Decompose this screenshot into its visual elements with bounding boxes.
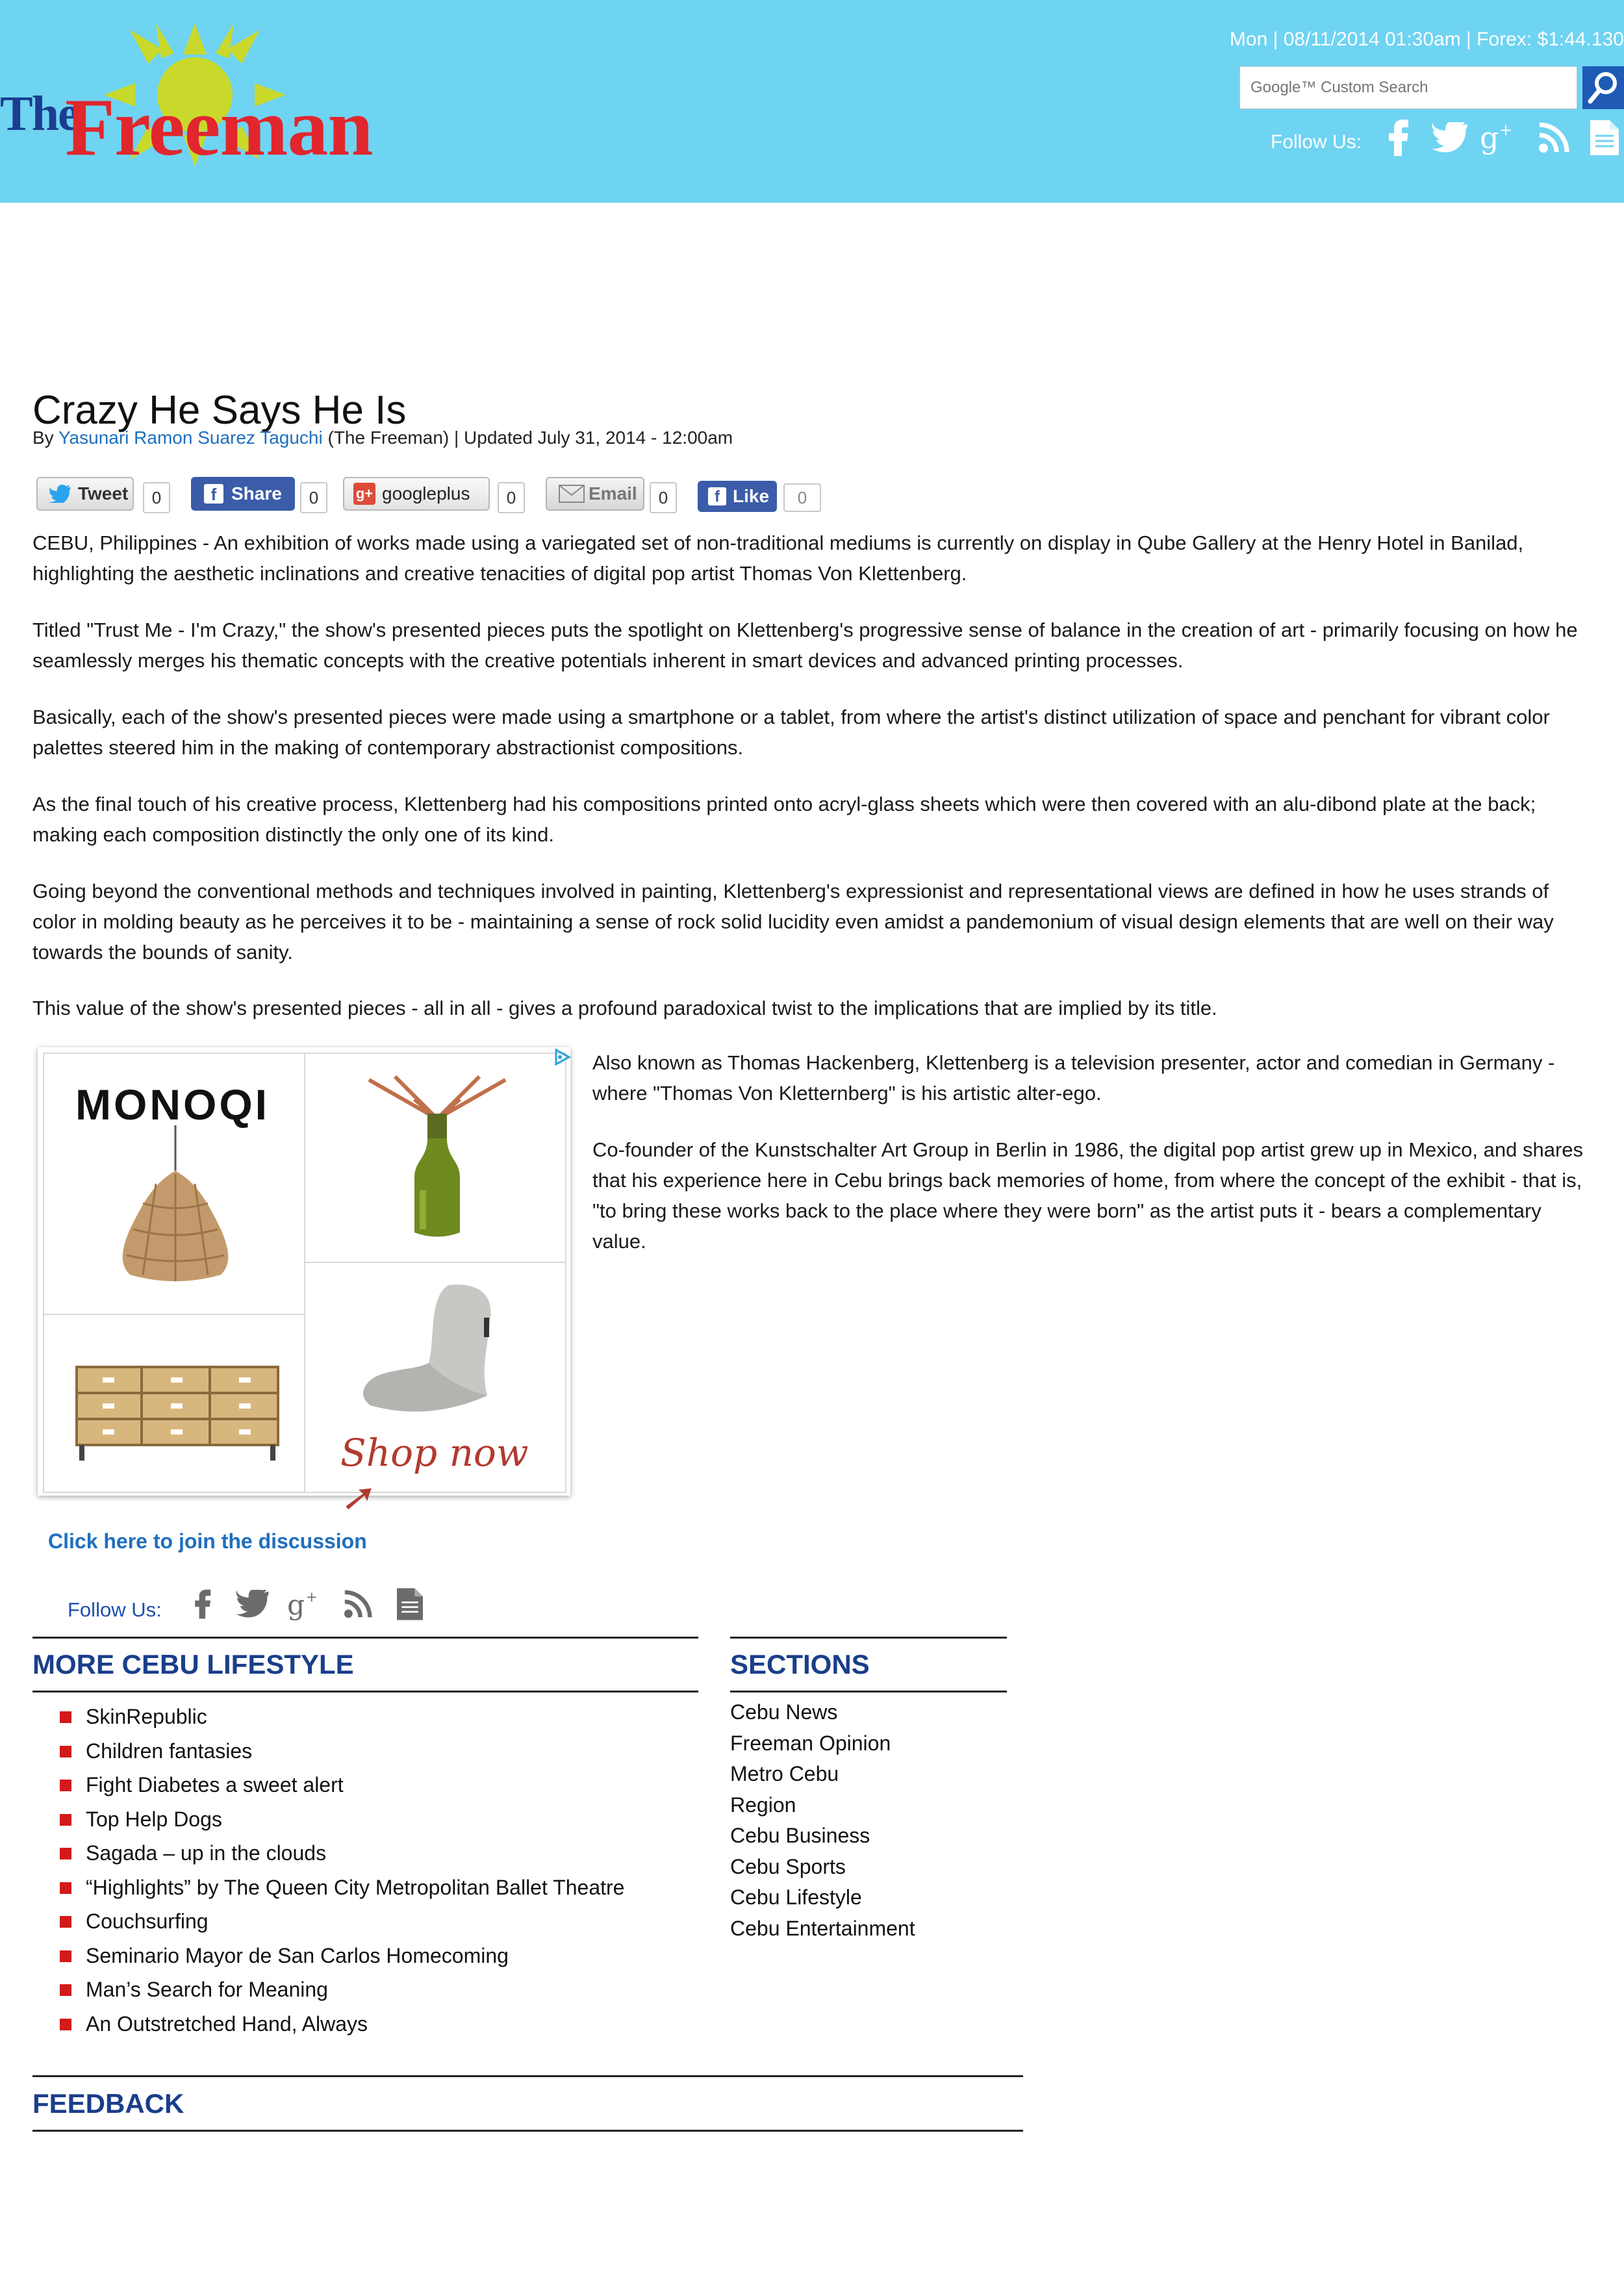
byline-publication: (The Freeman)	[322, 428, 450, 448]
twitter-icon[interactable]	[1430, 118, 1469, 157]
list-item-label: Top Help Dogs	[86, 1807, 222, 1831]
bottle-lamp-icon	[356, 1073, 518, 1242]
list-item[interactable]	[60, 1871, 624, 1905]
search-field-wrapper	[1239, 66, 1577, 109]
facebook-icon[interactable]	[184, 1585, 222, 1623]
tweet-label: Tweet	[78, 483, 129, 504]
list-item-label: Man’s Search for Meaning	[86, 1978, 328, 2001]
site-header	[0, 0, 1624, 203]
sections-list	[730, 1697, 915, 1944]
bullet-icon	[60, 1814, 71, 1826]
svg-text:g: g	[1480, 121, 1499, 155]
bullet-icon	[60, 1984, 71, 1996]
section-link[interactable]: Cebu Lifestyle	[730, 1885, 862, 1909]
list-item-label: Children fantasies	[86, 1739, 253, 1763]
section-link[interactable]: Cebu Entertainment	[730, 1916, 915, 1940]
googleplus-count: 0	[498, 482, 525, 513]
adchoices-icon[interactable]	[552, 1047, 572, 1067]
rss-icon[interactable]	[339, 1585, 377, 1623]
list-item-label: “Highlights” by The Queen City Metropolitan Ballet Theatre	[86, 1875, 625, 1899]
search-input[interactable]	[1240, 67, 1577, 109]
facebook-like-button[interactable]	[698, 481, 777, 512]
follow-us-bottom-label: Follow Us:	[68, 1598, 162, 1621]
email-share-button[interactable]	[546, 477, 644, 511]
facebook-f-icon: f	[204, 484, 223, 504]
list-item[interactable]	[60, 1700, 624, 1734]
article-paragraph: Co-founder of the Kunstschalter Art Group in Berlin in 1986, the digital pop artist grew up in Mexico, and shares that his experience here in Cebu brings back memories of home, from where the concept of the exhibit - that is, "to bring these works back to the place where they were born" as the artist puts it - bears a complementary value.	[592, 1138, 1584, 1253]
section-divider	[32, 1637, 698, 1639]
tweet-button[interactable]	[36, 477, 134, 511]
email-count: 0	[650, 482, 677, 513]
section-link[interactable]: Freeman Opinion	[730, 1731, 891, 1755]
bullet-icon	[60, 1746, 71, 1757]
list-item[interactable]	[60, 1768, 624, 1802]
list-item-label: Couchsurfing	[86, 1910, 209, 1933]
list-item[interactable]	[60, 2007, 624, 2041]
byline-updated: | Updated July 31, 2014 - 12:00am	[449, 428, 733, 448]
article-paragraph: Going beyond the conventional methods and techniques involved in painting, Klettenberg's expressionist and representational views are defined in how he uses strands of color in molding beauty as he perceives it to be - maintaining a sense of rock solid lucidity even amidst a pandemonium of visual design elements that are well on their way towards the bounds of sanity.	[32, 880, 1554, 964]
section-link[interactable]: Region	[730, 1793, 796, 1817]
googleplus-share-button[interactable]	[343, 477, 490, 511]
list-item-label: Fight Diabetes a sweet alert	[86, 1773, 344, 1796]
join-discussion-link[interactable]: Click here to join the discussion	[48, 1529, 367, 1553]
logo-freeman-text: Freeman	[65, 83, 373, 173]
googleplus-icon[interactable]	[1478, 118, 1517, 157]
bullet-icon	[60, 1916, 71, 1928]
arrow-right-icon: ➚	[340, 1475, 372, 1519]
list-item[interactable]	[60, 1836, 624, 1871]
tweet-count: 0	[143, 482, 170, 513]
article-paragraph: Titled "Trust Me - I'm Crazy," the show's presented pieces puts the spotlight on Klettenberg's progressive sense of balance in the creation of art - primarily focusing on how he seamlessly merges his thematic concepts with the creative potentials inherent in smart devices and advanced printing processes.	[32, 619, 1578, 672]
googleplus-badge-icon: g+	[353, 483, 375, 505]
list-item-label: SkinRepublic	[86, 1705, 207, 1728]
facebook-icon[interactable]	[1380, 118, 1419, 157]
search-button[interactable]	[1582, 66, 1624, 109]
bean-bag-chair-icon	[351, 1279, 520, 1422]
section-divider	[32, 2130, 1023, 2132]
list-item[interactable]	[60, 1973, 624, 2007]
like-count: 0	[783, 483, 821, 512]
share-count: 0	[300, 482, 327, 513]
like-label: Like	[733, 486, 770, 506]
bullet-icon	[60, 1848, 71, 1859]
dateline: Mon | 08/11/2014 01:30am | Forex: $1:44.130	[1229, 29, 1624, 50]
facebook-like-f-icon: f	[708, 487, 726, 505]
article-paragraph: As the final touch of his creative process, Klettenberg had his compositions printed onto acryl-glass sheets which were then covered with an alu-dibond plate at the back; making each composition distinctly the only one of its kind.	[32, 793, 1536, 846]
more-lifestyle-list	[60, 1700, 624, 2041]
list-item-label: Sagada – up in the clouds	[86, 1841, 327, 1865]
article-title: Crazy He Says He Is	[32, 388, 407, 433]
article-paragraph: CEBU, Philippines - An exhibition of works made using a variegated set of non-traditional mediums is currently on display in Qube Gallery at the Henry Hotel in Banilad, highlighting the aesthetic inclinations and creative tenacities of digital pop artist Thomas Von Klettenberg.	[32, 531, 1524, 585]
section-link[interactable]: Metro Cebu	[730, 1762, 839, 1785]
bullet-icon	[60, 1780, 71, 1791]
sections-heading: SECTIONS	[730, 1649, 870, 1680]
document-icon[interactable]	[1585, 118, 1624, 157]
rss-icon[interactable]	[1534, 118, 1573, 157]
svg-text:+: +	[1499, 121, 1513, 139]
ad-cell-dresser[interactable]	[43, 1314, 305, 1493]
article-paragraph: Also known as Thomas Hackenberg, Klettenberg is a television presenter, actor and comedian in Germany - where "Thomas Von Kletternberg" is his artistic alter-ego.	[592, 1051, 1555, 1105]
article-paragraph: This value of the show's presented pieces - all in all - gives a profound paradoxical twist to the implications that are implied by its title.	[32, 997, 1217, 1019]
author-link[interactable]: Yasunari Ramon Suarez Taguchi	[58, 428, 323, 448]
bullet-icon	[60, 1711, 71, 1723]
site-logo[interactable]	[0, 23, 403, 173]
svg-text:+: +	[305, 1589, 318, 1605]
section-divider	[32, 2075, 1023, 2077]
list-item[interactable]	[60, 1734, 624, 1769]
byline	[32, 428, 733, 448]
shop-now-label[interactable]	[340, 1431, 565, 1519]
pendant-lamp-icon	[104, 1125, 247, 1288]
bullet-icon	[60, 1882, 71, 1894]
svg-text:g: g	[287, 1589, 305, 1620]
section-link[interactable]: Cebu News	[730, 1700, 838, 1724]
wooden-dresser-icon	[70, 1354, 285, 1464]
section-link[interactable]: Cebu Business	[730, 1824, 870, 1847]
envelope-icon	[559, 485, 585, 503]
article-paragraph: Basically, each of the show's presented pieces were made using a smartphone or a tablet, from where the artist's distinct utilization of space and penchant for vibrant color palettes steered him in the making of contemporary abstractionist compositions.	[32, 706, 1550, 759]
googleplus-label: googleplus	[382, 483, 470, 504]
section-divider	[730, 1691, 1007, 1693]
section-divider	[32, 1691, 698, 1693]
facebook-share-button[interactable]	[191, 477, 295, 511]
ad-brand-logo: MONOQI	[75, 1080, 270, 1129]
list-item[interactable]	[60, 1939, 624, 1973]
bullet-icon	[60, 1950, 71, 1962]
list-item-label: An Outstretched Hand, Always	[86, 2012, 368, 2036]
document-icon[interactable]	[391, 1585, 429, 1623]
feedback-heading: FEEDBACK	[32, 2088, 184, 2119]
monoqi-ad[interactable]	[38, 1047, 570, 1519]
googleplus-icon[interactable]	[286, 1585, 324, 1623]
logo-the-text: The	[0, 86, 79, 141]
list-item[interactable]	[60, 1904, 624, 1939]
list-item[interactable]	[60, 1802, 624, 1837]
ad-cell-lamp[interactable]	[43, 1053, 305, 1315]
email-label: Email	[589, 483, 637, 504]
list-item-label: Seminario Mayor de San Carlos Homecoming	[86, 1943, 509, 1967]
more-lifestyle-heading: MORE CEBU LIFESTYLE	[32, 1649, 354, 1680]
ad-cell-bottle-lamp[interactable]	[304, 1053, 566, 1263]
section-link[interactable]: Cebu Sports	[730, 1854, 846, 1878]
follow-us-label: Follow Us:	[1271, 131, 1362, 153]
section-divider	[730, 1637, 1007, 1639]
ad-cell-beanbag[interactable]	[304, 1262, 566, 1519]
shop-now-text: Shop now	[340, 1431, 529, 1475]
twitter-bird-icon	[49, 485, 71, 503]
bullet-icon	[60, 2019, 71, 2030]
byline-prefix: By	[32, 428, 58, 448]
share-label: Share	[231, 483, 282, 504]
search-icon	[1582, 66, 1624, 109]
twitter-icon[interactable]	[234, 1585, 272, 1623]
